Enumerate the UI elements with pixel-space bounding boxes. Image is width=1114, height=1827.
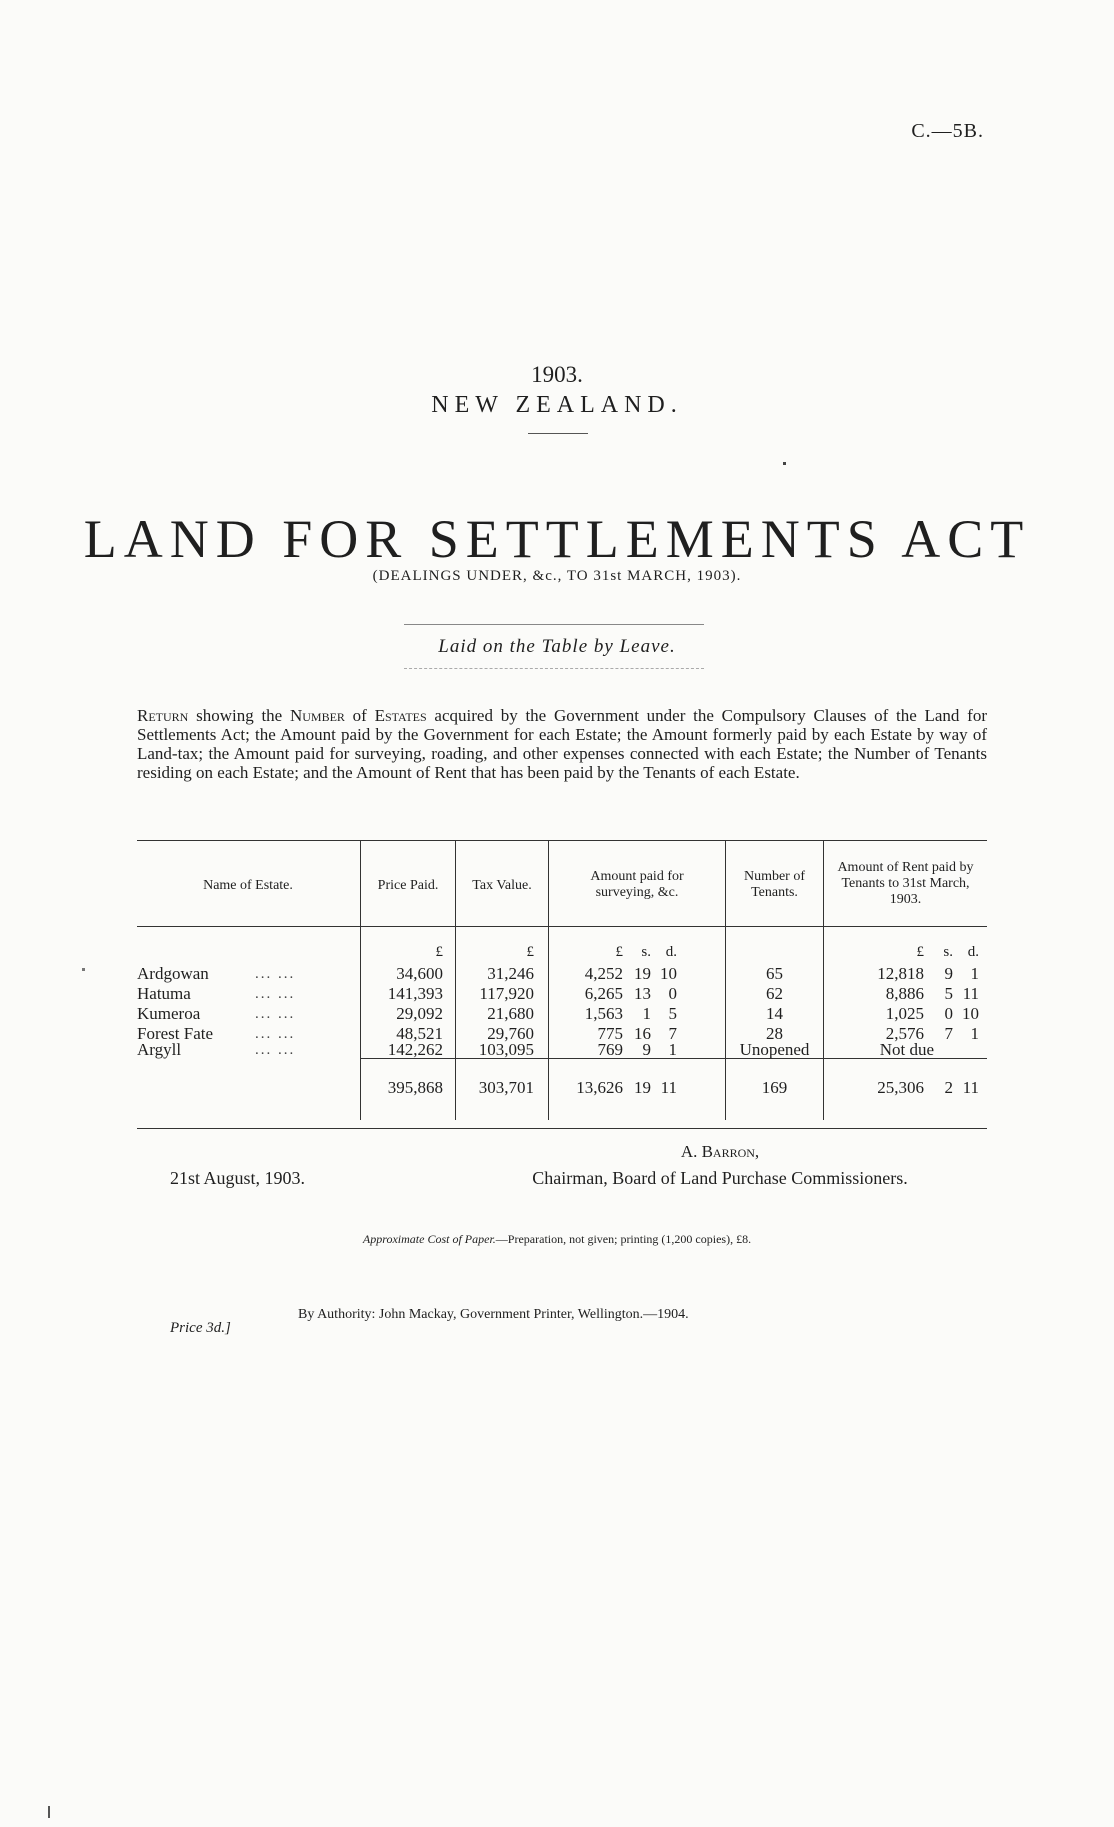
- total-rent-shillings: 2: [944, 1078, 953, 1097]
- survey-pence: 0: [668, 984, 677, 1003]
- unit-rent-pence: d.: [967, 944, 979, 960]
- table-header-rule: [137, 926, 987, 927]
- print-speck: [783, 462, 786, 465]
- margin-speck: [82, 968, 85, 971]
- survey-pence: 5: [668, 1004, 677, 1023]
- survey-shillings: 13: [634, 984, 651, 1003]
- rent-pence: 1: [970, 1024, 979, 1043]
- tax-value: 117,920: [479, 984, 534, 1003]
- header-tenants: Number of Tenants.: [743, 869, 806, 900]
- total-survey-pounds: 13,626: [576, 1078, 623, 1097]
- rent-pounds: 8,886: [885, 984, 924, 1003]
- price-paid: 141,393: [387, 984, 443, 1003]
- total-rent-pounds: 25,306: [877, 1078, 924, 1097]
- country-heading: NEW ZEALAND.: [431, 392, 683, 418]
- unit-rent-pounds: £: [916, 944, 924, 960]
- price-paid: 29,092: [396, 1004, 443, 1023]
- survey-pence: 1: [668, 1040, 677, 1059]
- document-price: Price 3d.]: [170, 1320, 231, 1336]
- rent-shillings: 7: [944, 1024, 953, 1043]
- price-paid: 34,600: [396, 964, 443, 983]
- total-tax-value: 303,701: [478, 1078, 534, 1097]
- rent-shillings: 5: [944, 984, 953, 1003]
- tax-value: 29,760: [487, 1024, 534, 1043]
- leader-dots: ... ...: [255, 1006, 296, 1022]
- rent-pounds: 12,818: [877, 964, 924, 983]
- survey-pounds: 6,265: [584, 984, 623, 1003]
- signatory-name: A. Barron,: [680, 1142, 760, 1161]
- survey-pounds: 4,252: [584, 964, 623, 983]
- rent-pence: 10: [962, 1004, 979, 1023]
- survey-pence: 10: [660, 964, 677, 983]
- document-year: 1903.: [531, 362, 583, 387]
- estate-name: Argyll: [137, 1040, 182, 1059]
- paper-cost-label: Approximate Cost of Paper.: [362, 1232, 496, 1246]
- unit-survey-shillings: s.: [641, 944, 651, 960]
- survey-pounds: 775: [597, 1024, 623, 1043]
- paper-cost-note: [0, 1232, 1114, 1247]
- table-bottom-rule: [137, 1128, 987, 1129]
- rent-pence: 11: [962, 984, 979, 1003]
- survey-pence: 7: [668, 1024, 677, 1043]
- tenant-count: 28: [766, 1024, 783, 1043]
- estate-name: Hatuma: [137, 984, 191, 1003]
- rent-shillings: 0: [944, 1004, 953, 1023]
- printer-authority: By Authority: John Mackay, Government Printer, Wellington.—1904.: [298, 1307, 689, 1322]
- price-paid: 142,262: [387, 1040, 443, 1059]
- tax-value: 31,246: [487, 964, 534, 983]
- total-survey-pence: 11: [660, 1078, 677, 1097]
- signatory-role: Chairman, Board of Land Purchase Commissioners.: [532, 1168, 908, 1188]
- total-rent-pence: 11: [962, 1078, 979, 1097]
- survey-pounds: 1,563: [584, 1004, 623, 1023]
- laid-rule-bottom: [404, 668, 704, 669]
- unit-rent-shillings: s.: [943, 944, 953, 960]
- short-rule: [528, 433, 588, 434]
- return-description: [137, 706, 987, 782]
- header-estate-name: Name of Estate.: [203, 878, 293, 893]
- unit-survey-pounds: £: [615, 944, 623, 960]
- rent-shillings: 9: [944, 964, 953, 983]
- laid-rule-top: [404, 624, 704, 625]
- estates-table: [137, 840, 987, 1136]
- survey-pounds: 769: [597, 1040, 623, 1059]
- rent-pounds: Not due: [879, 1040, 934, 1059]
- return-text-2: of: [344, 706, 375, 725]
- estates-word: Estates: [374, 706, 427, 725]
- paper-cost-text: —Preparation, not given; printing (1,200 copies), £8.: [495, 1232, 752, 1246]
- rent-pence: 1: [970, 964, 979, 983]
- return-word: Return: [137, 706, 189, 725]
- margin-mark: [48, 1806, 50, 1818]
- number-word: Number: [289, 706, 345, 725]
- survey-shillings: 16: [634, 1024, 651, 1043]
- document-subtitle: (DEALINGS UNDER, &c., TO 31st MARCH, 1903).: [372, 568, 742, 584]
- rent-pounds: 1,025: [885, 1004, 924, 1023]
- leader-dots: ... ...: [255, 1042, 296, 1058]
- header-survey-amount: Amount paid for surveying, &c.: [590, 869, 684, 900]
- document-title: LAND FOR SETTLEMENTS ACT: [83, 509, 1031, 569]
- rent-pounds: 2,576: [885, 1024, 924, 1043]
- leader-dots: ... ...: [255, 986, 296, 1002]
- return-text-1: showing the: [188, 706, 290, 725]
- price-paid: 48,521: [396, 1024, 443, 1043]
- total-survey-shillings: 19: [634, 1078, 651, 1097]
- document-reference: C.—5B.: [911, 120, 984, 142]
- table-top-rule: [137, 840, 987, 841]
- unit-price: £: [435, 944, 443, 960]
- return-text-3: acquired by the Government under the Compulsory Clauses of the Land for Settlements Act; the Amount paid by the Government for each Estate; the Amount formerly paid by each Estate by way of Land-tax; the Amount paid for surveying, roading, and other expenses connected with each Estate; the Number of Tenants residing on each Estate; and the Amount of Rent that has been paid by the Tenants of each Estate.: [137, 706, 987, 782]
- header-price-paid: Price Paid.: [377, 878, 439, 893]
- tax-value: 21,680: [487, 1004, 534, 1023]
- laid-on-table: Laid on the Table by Leave.: [438, 636, 676, 657]
- tenant-count: 14: [766, 1004, 783, 1023]
- survey-shillings: 1: [642, 1004, 651, 1023]
- header-rent-paid: Amount of Rent paid by Tenants to 31st March, 1903.: [837, 860, 974, 907]
- header-tax-value: Tax Value.: [472, 878, 532, 893]
- tenant-count: Unopened: [739, 1040, 810, 1059]
- total-tenants: 169: [761, 1078, 788, 1097]
- estate-name: Forest Fate: [137, 1024, 214, 1043]
- survey-shillings: 9: [642, 1040, 651, 1059]
- unit-tax: £: [526, 944, 534, 960]
- signature-date: 21st August, 1903.: [170, 1168, 306, 1188]
- estate-name: Kumeroa: [137, 1004, 201, 1023]
- unit-survey-pence: d.: [665, 944, 677, 960]
- leader-dots: ... ...: [255, 966, 296, 982]
- survey-shillings: 19: [634, 964, 651, 983]
- total-price-paid: 395,868: [387, 1078, 443, 1097]
- tenant-count: 62: [766, 984, 783, 1003]
- tenant-count: 65: [766, 964, 783, 983]
- leader-dots: ... ...: [255, 1026, 296, 1042]
- tax-value: 103,095: [478, 1040, 534, 1059]
- estate-name: Ardgowan: [137, 964, 209, 983]
